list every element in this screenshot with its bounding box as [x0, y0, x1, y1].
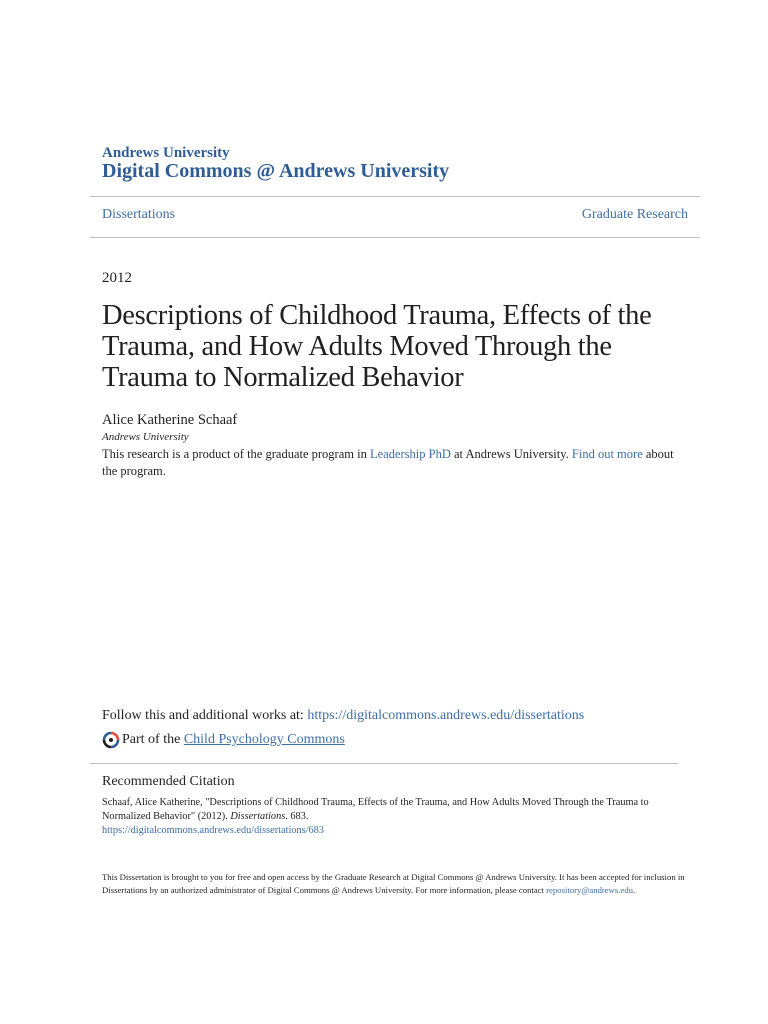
nav-divider: [90, 237, 700, 238]
recommended-citation-heading: Recommended Citation: [102, 774, 235, 789]
top-divider: [90, 196, 700, 197]
part-of-prefix: Part of the: [122, 732, 181, 747]
citation-number: . 683.: [285, 811, 309, 822]
program-statement-mid: at Andrews University.: [450, 447, 572, 461]
program-statement-prefix: This research is a product of the graduate program in: [102, 447, 370, 461]
citation-url-link[interactable]: https://digitalcommons.andrews.edu/dissertations/683: [102, 825, 324, 836]
author-name: Alice Katherine Schaaf: [102, 412, 238, 428]
document-title: Descriptions of Childhood Trauma, Effects of the Trauma, and How Adults Moved Through the Trauma to Normalized Behavior: [102, 300, 652, 393]
dissertations-link[interactable]: Dissertations: [102, 207, 176, 222]
child-psychology-commons-link[interactable]: Child Psychology Commons: [183, 732, 345, 747]
find-out-more-link[interactable]: Find out more: [571, 447, 643, 461]
access-notice: [102, 871, 692, 897]
publication-year: 2012: [102, 270, 132, 286]
program-link[interactable]: Leadership PhD: [369, 447, 451, 461]
citation-body: Schaaf, Alice Katherine, "Descriptions of Childhood Trauma, Effects of the Trauma, and How Adults Moved Through the Trauma to Normalized Behavior" (2012).: [102, 797, 649, 822]
citation-text: [102, 796, 692, 838]
institution-name: Andrews University: [102, 145, 230, 161]
repository-link[interactable]: Digital Commons @ Andrews University: [102, 160, 450, 182]
part-of-line: [102, 731, 345, 749]
program-statement-suffix: about the program.: [102, 447, 674, 478]
access-notice-text: This Dissertation is brought to you for free and open access by the Graduate Research at Digital Commons @ Andrews University. It has been accepted for inclusion in Dissertations by an authorized administrator of Digital Commons @ Andrews University. For more information, please contact: [102, 872, 685, 895]
contact-email-link[interactable]: repository@andrews.edu: [546, 885, 634, 895]
author-affiliation: Andrews University: [102, 431, 189, 443]
network-commons-icon: [102, 731, 120, 749]
access-notice-end: .: [633, 885, 636, 895]
graduate-research-link[interactable]: Graduate Research: [581, 207, 688, 222]
collection-url-link[interactable]: https://digitalcommons.andrews.edu/dissertations: [307, 708, 585, 723]
citation-divider: [90, 763, 678, 764]
program-statement: [102, 446, 682, 480]
citation-series: Dissertations: [230, 811, 286, 822]
follow-line: [102, 708, 584, 724]
follow-prefix: Follow this and additional works at:: [102, 708, 308, 723]
